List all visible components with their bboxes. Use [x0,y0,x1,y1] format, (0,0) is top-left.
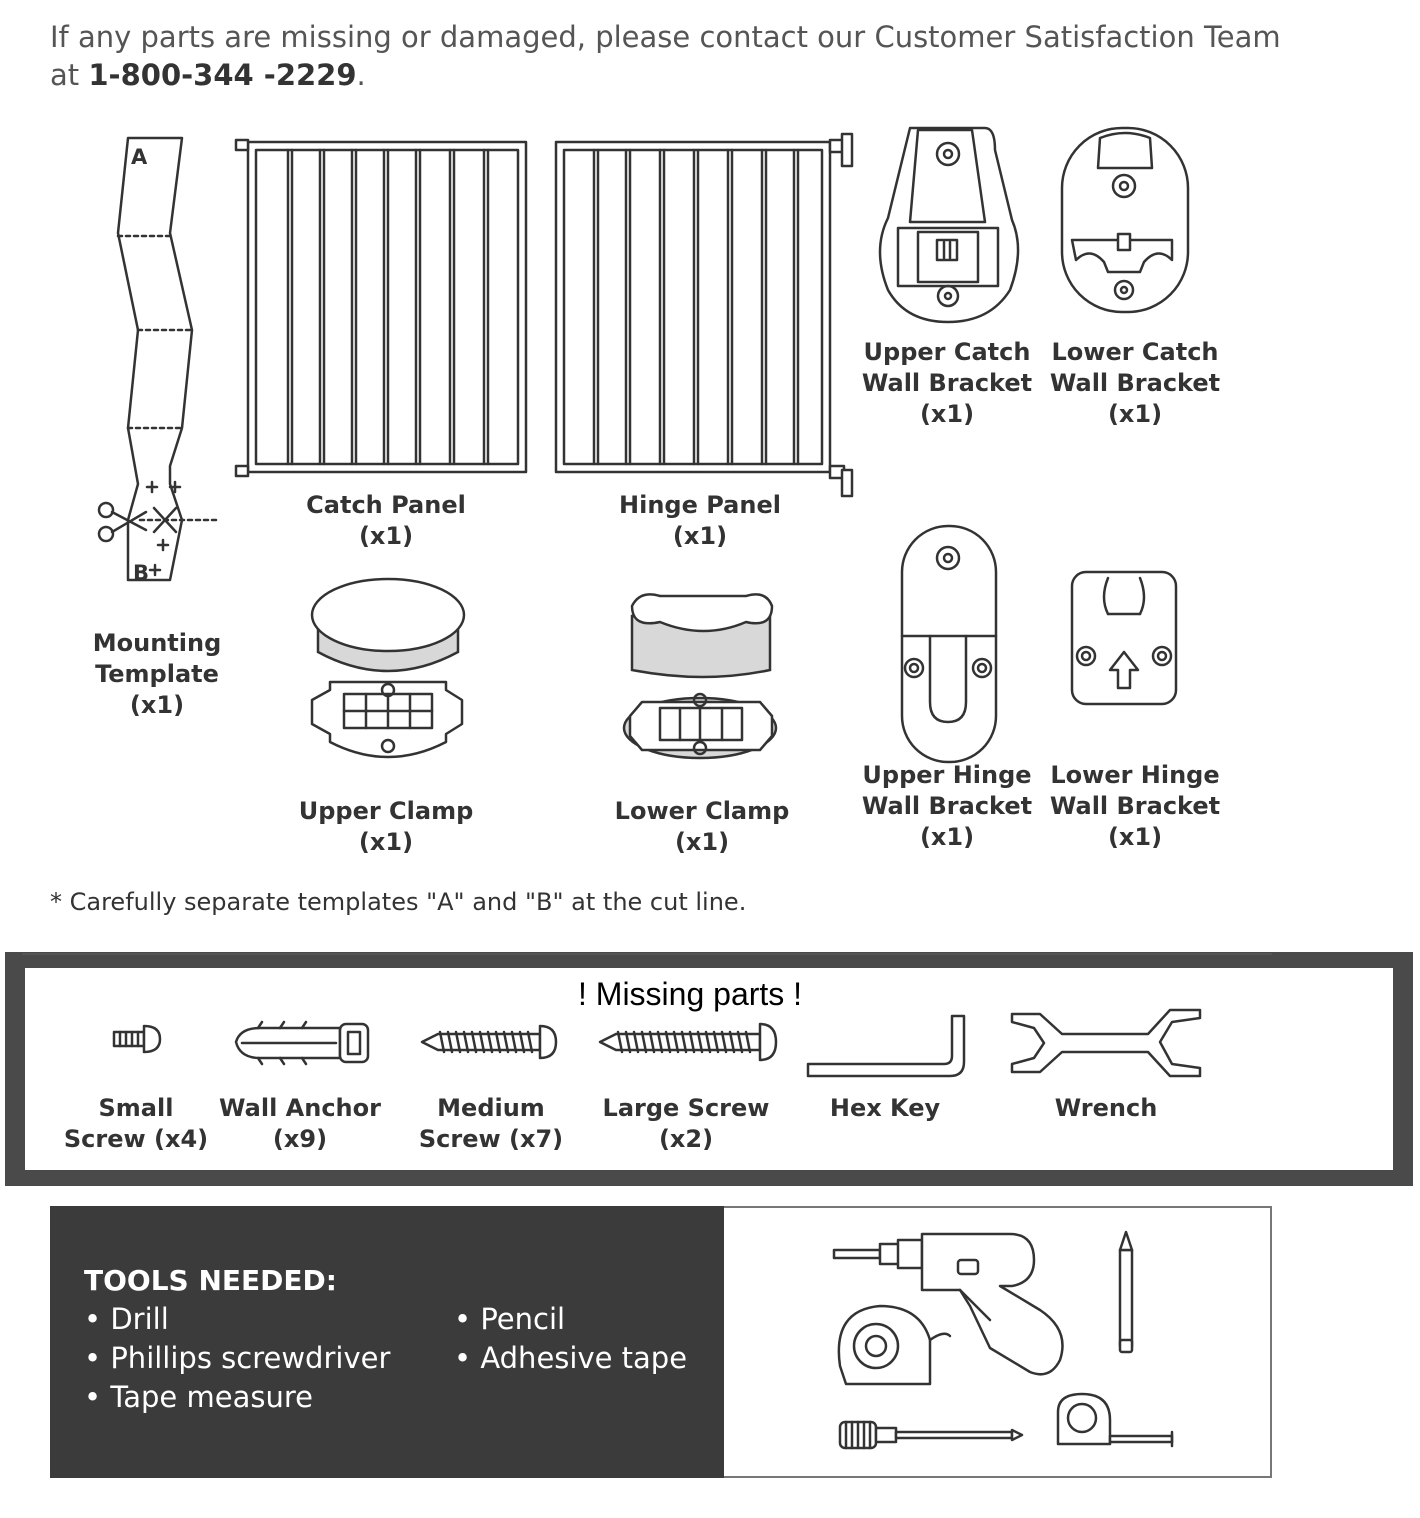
intro-at: at [50,58,80,92]
medium-screw-icon [422,1026,556,1058]
template-mark-b: B [133,561,150,585]
pencil-icon [1120,1232,1132,1352]
upper-hinge-bracket-label: Upper Hinge Wall Bracket (x1) [861,761,1033,851]
hex-key-icon [808,1016,964,1076]
wall-anchor-label: Wall Anchor (x9) [219,1094,381,1153]
wrench-icon [1012,1010,1200,1076]
small-screw-icon [114,1026,160,1052]
tools-illustrations [826,1225,1186,1465]
intro-line-1: If any parts are missing or damaged, please contact our Customer Satisfaction Team [50,20,1281,54]
tool-item-phillips-screwdriver: • Phillips screwdriver [84,1341,391,1375]
template-mark-a: A [131,145,148,169]
lower-catch-bracket-label: Lower Catch Wall Bracket (x1) [1049,338,1221,428]
wall-anchor-icon [236,1022,368,1064]
adhesive-tape-icon [839,1306,950,1384]
tool-item-adhesive-tape: • Adhesive tape [454,1341,688,1375]
intro-period: . [356,58,366,92]
template-separation-note: * Carefully separate templates "A" and "B" at the cut line. [50,888,747,916]
lower-hinge-bracket-label: Lower Hinge Wall Bracket (x1) [1049,761,1221,851]
wrench-label: Wrench [1054,1094,1158,1122]
missing-parts-warning: ! Missing parts ! [578,976,803,1012]
tools-needed-title: TOOLS NEEDED: [84,1264,337,1297]
small-screw-label: Small Screw (x4) [63,1094,209,1153]
lower-clamp-label: Lower Clamp (x1) [614,797,790,856]
large-screw-icon [600,1024,776,1060]
screwdriver-icon [840,1422,1022,1448]
tool-item-pencil: • Pencil [454,1302,566,1336]
hex-key-label: Hex Key [829,1094,941,1122]
upper-clamp-label: Upper Clamp (x1) [298,797,474,856]
hinge-panel-label: Hinge Panel (x1) [619,491,781,550]
upper-catch-bracket-label: Upper Catch Wall Bracket (x1) [861,338,1033,428]
catch-panel-label: Catch Panel (x1) [306,491,466,550]
tool-item-drill: • Drill [84,1302,169,1336]
mounting-template-label: Mounting Template (x1) [92,629,222,719]
hardware-illustrations [100,1010,1210,1090]
tape-measure-icon [1058,1394,1172,1446]
support-phone-number: 1-800-344 -2229 [88,58,357,92]
tool-item-tape-measure: • Tape measure [84,1380,313,1414]
large-screw-label: Large Screw (x2) [602,1094,770,1153]
medium-screw-label: Medium Screw (x7) [418,1094,564,1153]
